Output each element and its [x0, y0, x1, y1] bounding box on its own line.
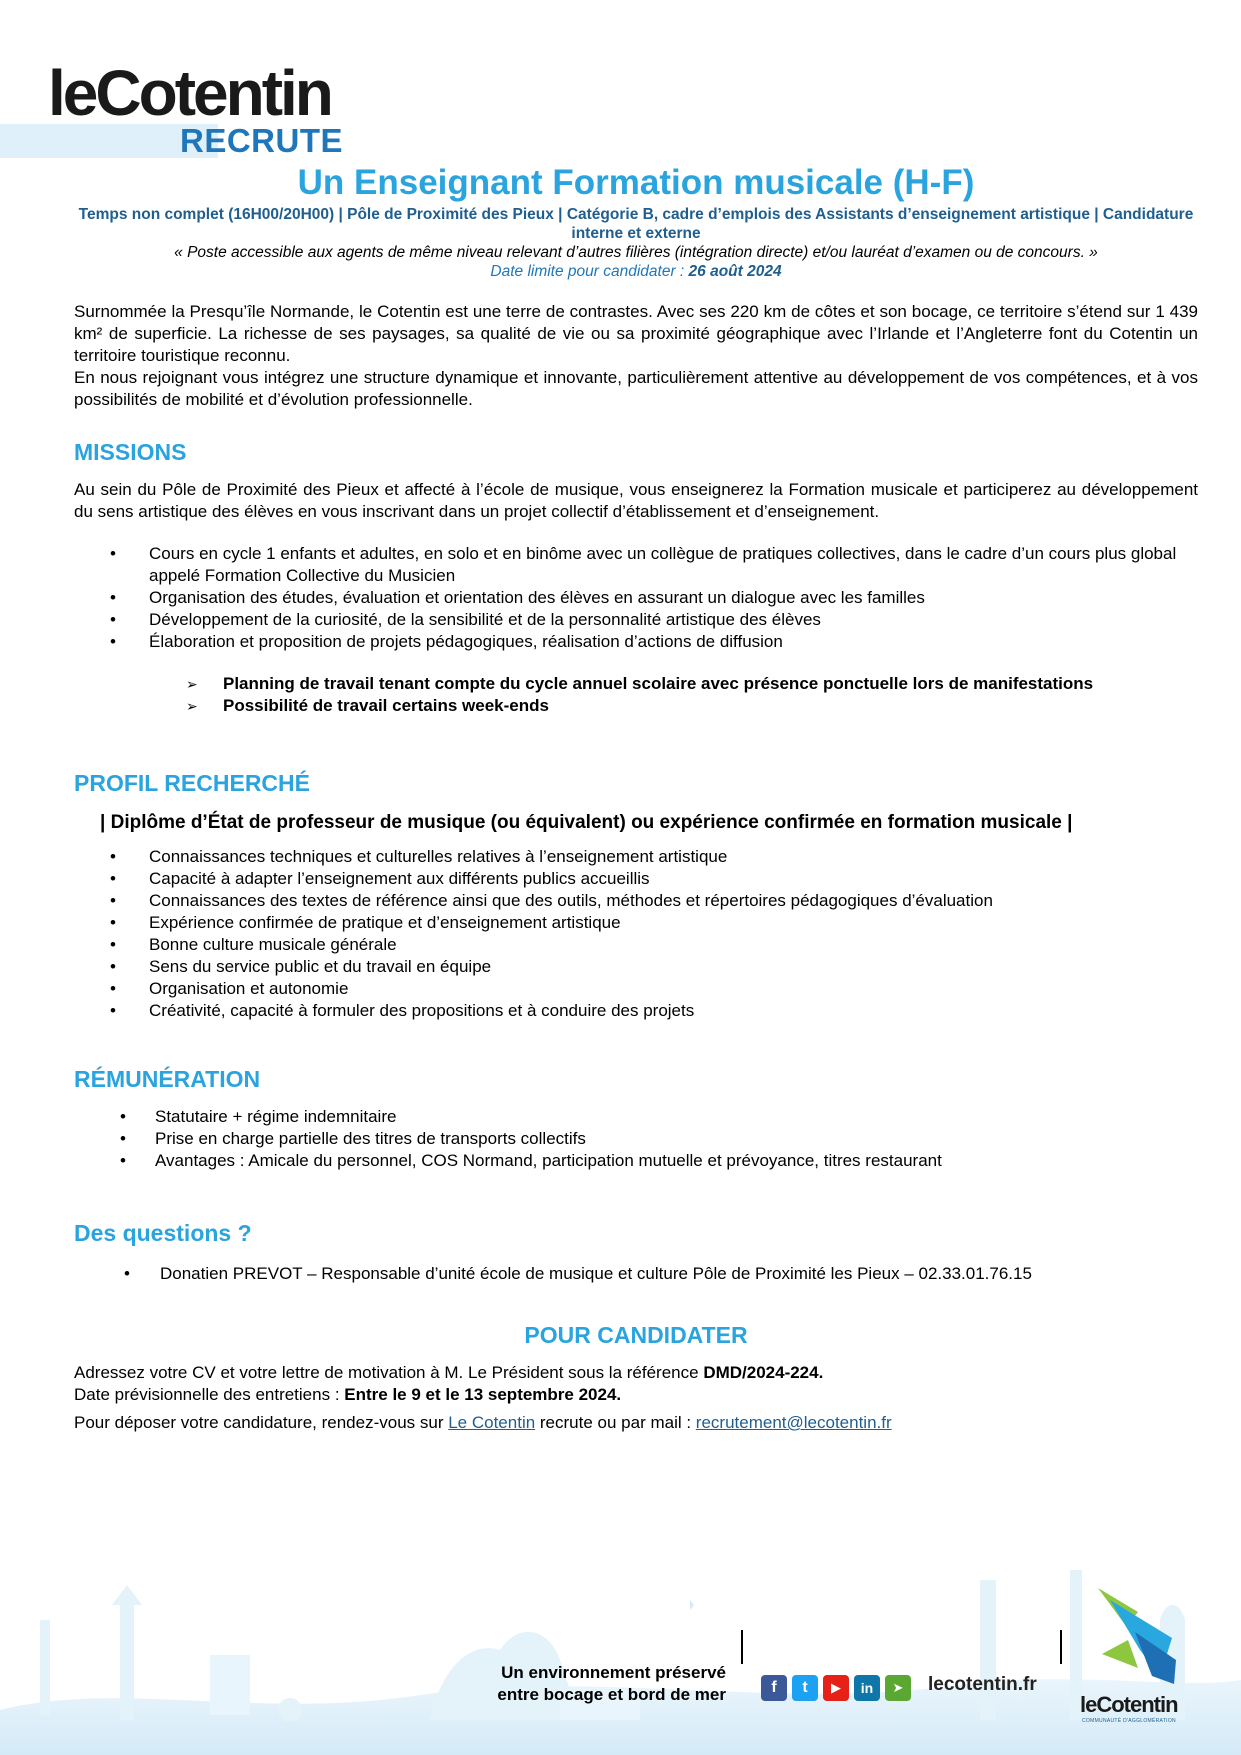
apply-heading: POUR CANDIDATER — [524, 1322, 748, 1348]
contact-item: • Donatien PREVOT – Responsable d’unité école de musique et culture Pôle de Proximité les Pieux – 02.33.01.76.15 — [74, 1263, 1198, 1285]
apply-line — [74, 1384, 1198, 1406]
diploma-requirement: | Diplôme d’État de professeur de musique (ou équivalent) ou expérience confirmée en formation musicale | — [100, 812, 1073, 833]
lecotentin-link[interactable]: Le Cotentin — [448, 1413, 536, 1432]
tagline-line: entre bocage et bord de mer — [497, 1685, 726, 1704]
twitter-icon[interactable]: t — [792, 1675, 818, 1701]
apply-text: Adressez votre CV et votre lettre de motivation à M. Le Président sous la référence — [74, 1363, 704, 1382]
apply-line — [74, 1412, 1198, 1434]
missions-paragraph: Au sein du Pôle de Proximité des Pieux et affecté à l’école de musique, vous enseignerez la Formation musicale et participerez au développement du sens artistique des élèves en vous inscrivant dans un projet collectif d’établissement et d’enseignement. — [74, 480, 1198, 521]
apply-line — [74, 1362, 1198, 1384]
list-item: • Connaissances techniques et culturelles relatives à l’enseignement artistique — [74, 846, 1198, 868]
apply-text: Pour déposer votre candidature, rendez-vous sur — [74, 1413, 449, 1432]
list-item: • Organisation des études, évaluation et orientation des élèves en assurant un dialogue avec les familles — [74, 587, 1198, 609]
social-links — [761, 1675, 911, 1701]
eligibility-notice: « Poste accessible aux agents de même niveau relevant d’autres filières (intégration directe) et/ou lauréat d’examen ou de concours. » — [174, 244, 1098, 261]
email-link[interactable]: recrutement@lecotentin.fr — [695, 1413, 892, 1432]
profil-list — [74, 846, 1198, 1022]
footer — [0, 1560, 1241, 1755]
deadline-date: 26 août 2024 — [688, 263, 782, 280]
missions-heading: MISSIONS — [74, 439, 187, 465]
apply-reference: DMD/2024-224. — [703, 1363, 824, 1382]
divider — [1060, 1630, 1062, 1664]
list-item: • Sens du service public et du travail en équipe — [74, 956, 1198, 978]
list-item: ➢ Possibilité de travail certains week-ends — [74, 695, 1198, 717]
footer-tagline — [430, 1662, 726, 1706]
list-item: • Développement de la curiosité, de la sensibilité et de la personnalité artistique des élèves — [74, 609, 1198, 631]
website-url[interactable]: lecotentin.fr — [928, 1674, 1037, 1695]
list-item: • Connaissances des textes de référence ainsi que des outils, méthodes et répertoires pédagogiques d’évaluation — [74, 890, 1198, 912]
apply-text: Date prévisionnelle des entretiens : — [74, 1385, 345, 1404]
recrute-logo — [48, 58, 368, 158]
list-item: • Cours en cycle 1 enfants et adultes, en solo et en binôme avec un collègue de pratiques collectives, dans le cadre d’un cours plus global appelé Formation Collective du Musicien — [74, 543, 1198, 587]
questions-list — [74, 1263, 1198, 1285]
footer-logo — [1080, 1580, 1190, 1730]
list-item: • Créativité, capacité à formuler des propositions et à conduire des projets — [74, 1000, 1198, 1022]
list-item: • Organisation et autonomie — [74, 978, 1198, 1000]
logo-recrute: RECRUTE — [180, 122, 344, 159]
youtube-icon[interactable]: ▶ — [823, 1675, 849, 1701]
list-item: • Expérience confirmée de pratique et d’enseignement artistique — [74, 912, 1198, 934]
intro-paragraph: En nous rejoignant vous intégrez une structure dynamique et innovante, particulièrement attentive au développement de vos compétences, et à vos possibilités de mobilité et d’évolution professionnelle. — [74, 368, 1198, 409]
remuneration-list — [74, 1106, 1198, 1172]
facebook-icon[interactable]: f — [761, 1675, 787, 1701]
deadline-label: Date limite pour candidater : — [490, 263, 689, 280]
missions-list — [74, 543, 1198, 653]
divider — [741, 1630, 743, 1664]
job-title: Un Enseignant Formation musicale (H-F) — [297, 163, 975, 202]
logo-word: leCotentin — [48, 57, 331, 129]
intro-paragraph: Surnommée la Presqu’île Normande, le Cotentin est une terre de contrastes. Avec ses 220 km de côtes et son bocage, ce territoire s’étend sur 1 439 km² de superficie. La richesse de ses paysages, sa qualité de vie ou sa proximité géographique avec l’Irlande et l’Angleterre font du Cotentin un territoire touristique reconnu. — [74, 302, 1198, 365]
tagline-line: Un environnement préservé — [501, 1663, 726, 1682]
linkedin-icon[interactable]: in — [854, 1675, 880, 1701]
remuneration-heading: RÉMUNÉRATION — [74, 1066, 261, 1092]
interview-dates: Entre le 9 et le 13 septembre 2024. — [344, 1385, 622, 1404]
list-item: • Prise en charge partielle des titres de transports collectifs — [74, 1128, 1198, 1150]
list-item: • Statutaire + régime indemnitaire — [74, 1106, 1198, 1128]
list-item: • Élaboration et proposition de projets pédagogiques, réalisation d’actions de diffusion — [74, 631, 1198, 653]
apply-section — [74, 1362, 1198, 1434]
questions-heading: Des questions ? — [74, 1220, 252, 1246]
footer-logo-word: leCotentin — [1080, 1692, 1178, 1717]
footer-logo-sub: COMMUNAUTÉ D'AGGLOMÉRATION — [1082, 1718, 1176, 1724]
missions-notes — [74, 673, 1198, 717]
job-subtitle: Temps non complet (16H00/20H00) | Pôle de Proximité des Pieux | Catégorie B, cadre d’emplois des Assistants d’enseignement artistique | Candidature interne et externe — [78, 206, 1194, 242]
apply-text: recrute ou par mail : — [535, 1413, 696, 1432]
intro — [74, 301, 1198, 411]
coastline-illustration — [0, 1560, 1241, 1755]
list-item: • Bonne culture musicale générale — [74, 934, 1198, 956]
list-item: ➢ Planning de travail tenant compte du cycle annuel scolaire avec présence ponctuelle lors de manifestations — [74, 673, 1198, 695]
newsletter-icon[interactable]: ➤ — [885, 1675, 911, 1701]
logo-mark-icon — [1080, 1580, 1190, 1692]
profil-heading: PROFIL RECHERCHÉ — [74, 770, 310, 796]
list-item: • Capacité à adapter l’enseignement aux différents publics accueillis — [74, 868, 1198, 890]
list-item: • Avantages : Amicale du personnel, COS Normand, participation mutuelle et prévoyance, titres restaurant — [74, 1150, 1198, 1172]
missions-text — [74, 479, 1198, 523]
deadline — [74, 263, 1198, 281]
